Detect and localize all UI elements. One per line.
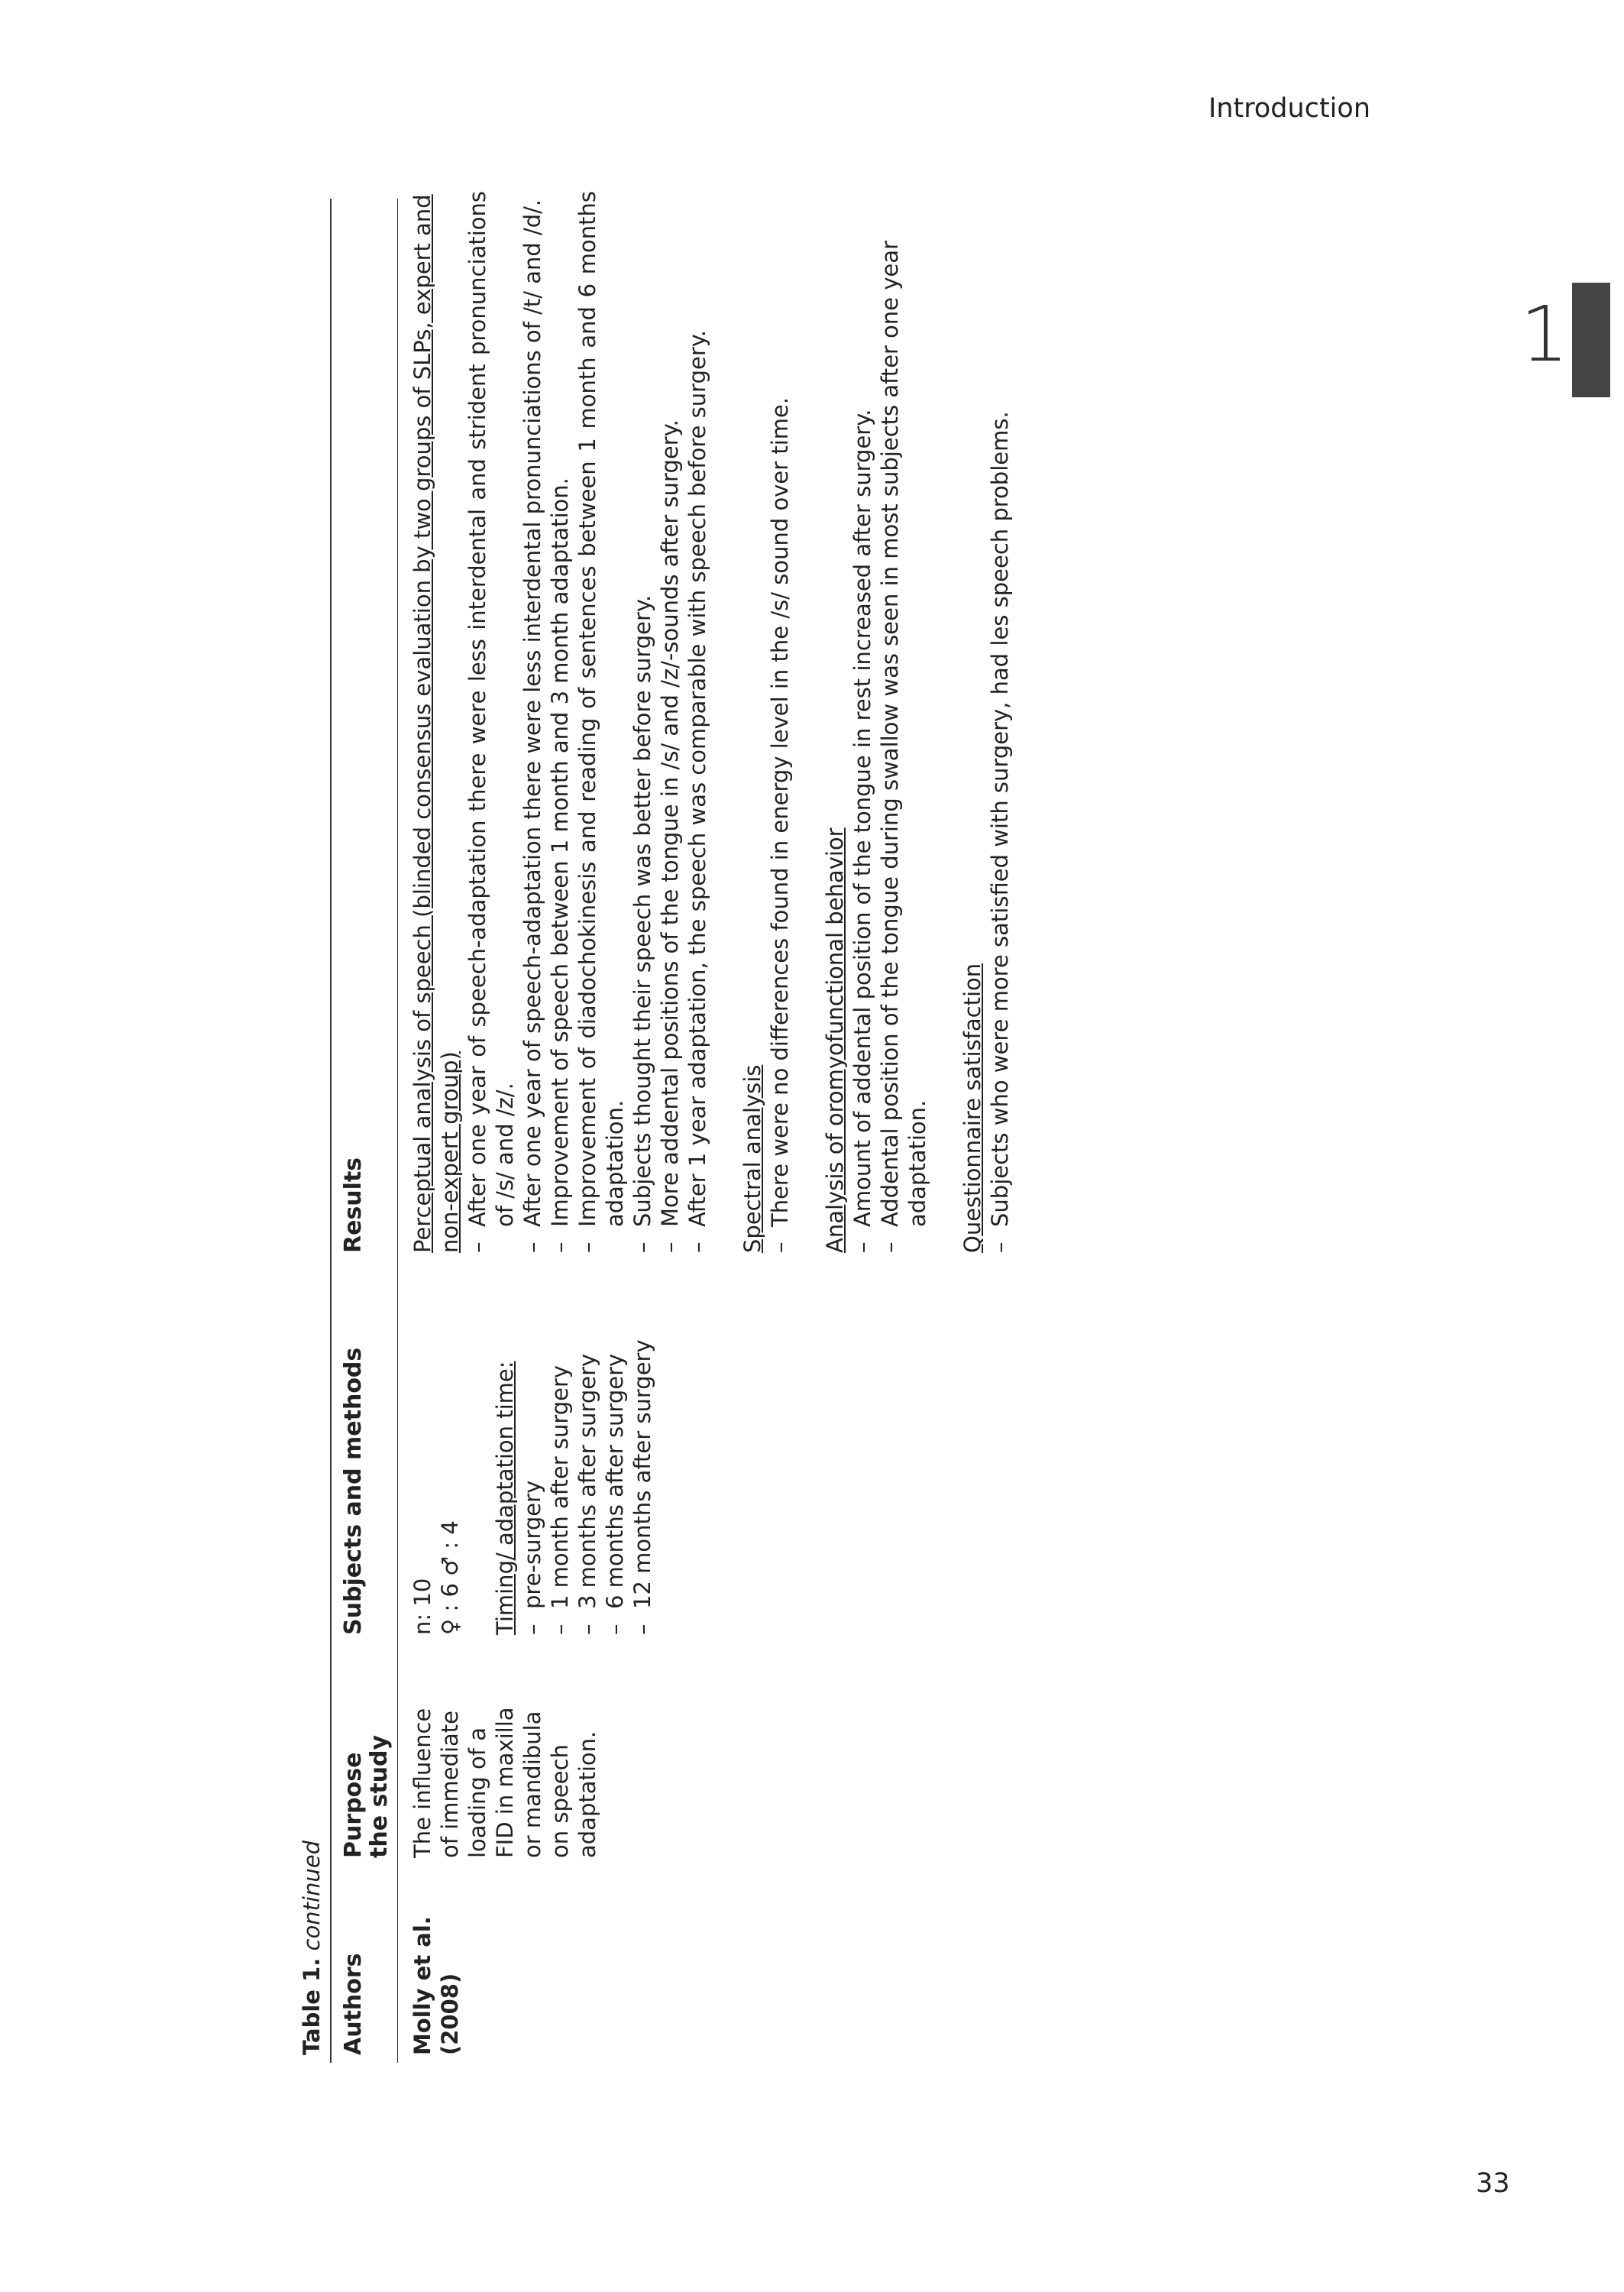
questionnaire-list bbox=[986, 191, 1014, 1253]
oromyo-list bbox=[849, 191, 931, 1253]
header-authors: Authors bbox=[340, 1953, 367, 2055]
list-item: – 3 months after surgery bbox=[574, 1291, 601, 1635]
header-subjects: Subjects and methods bbox=[340, 1347, 367, 1635]
perceptual-heading: Perceptual analysis of speech (blinded consensus evaluation by two groups of SLPs, expert and non-expert group) bbox=[409, 194, 463, 1253]
perceptual-section bbox=[409, 191, 711, 1253]
oromyo-heading: Analysis of oromyofunctional behavior bbox=[822, 827, 848, 1253]
rotated-table bbox=[298, 183, 1138, 2063]
questionnaire-section bbox=[959, 191, 1014, 1253]
subjects-n: n: 10 bbox=[409, 1578, 435, 1635]
cell-results bbox=[409, 191, 1014, 1253]
list-item: – Subjects who were more satisfied with surgery, had les speech problems. bbox=[986, 191, 1014, 1253]
subjects-sex: ♀ : 6 ♂ : 4 bbox=[437, 1520, 463, 1635]
caption-label: Table 1. bbox=[299, 1957, 325, 2055]
header-purpose: Purpose the study bbox=[340, 1734, 393, 1858]
list-item: – After 1 year adaptation, the speech was comparable with speech before surgery. bbox=[684, 191, 711, 1253]
list-item: – There were no differences found in energy level in the /s/ sound over time. bbox=[766, 191, 794, 1253]
spectral-section bbox=[739, 191, 794, 1253]
list-item: – Addental position of the tongue during swallow was seen in most subjects after one year adaptation. bbox=[876, 191, 931, 1253]
cell-authors: Molly et al. (2008) bbox=[409, 1916, 463, 2055]
list-item: – 12 months after surgery bbox=[629, 1291, 656, 1635]
list-item: – After one year of speech-adaptation there were less interdental pronunciations of /t/ and /d/. bbox=[519, 191, 546, 1253]
list-item: – 6 months after surgery bbox=[601, 1291, 629, 1635]
table-top-rule bbox=[330, 199, 332, 2063]
header-results: Results bbox=[340, 1157, 367, 1253]
timing-heading: Timing/ adaptation time: bbox=[492, 1361, 518, 1635]
perceptual-list bbox=[464, 191, 711, 1253]
questionnaire-heading: Questionnaire satisfaction bbox=[959, 963, 985, 1253]
list-item: – Subjects thought their speech was better before surgery. bbox=[629, 191, 656, 1253]
list-item: – 1 month after surgery bbox=[546, 1291, 574, 1635]
chapter-number: 1 bbox=[1520, 290, 1569, 379]
table-header-rule bbox=[397, 199, 398, 2063]
list-item: – Improvement of diadochokinesis and reading of sentences between 1 month and 6 months adaptation. bbox=[574, 191, 629, 1253]
list-item: – Improvement of speech between 1 month and 3 month adaptation. bbox=[546, 191, 574, 1253]
list-item: – pre-surgery bbox=[519, 1291, 546, 1635]
table-caption bbox=[298, 986, 330, 2055]
cell-purpose: The influence of immediate loading of a FID in maxilla or mandibula on speech adaptation. bbox=[409, 1707, 600, 1858]
running-header: Introduction bbox=[1208, 93, 1370, 124]
list-item: – After one year of speech-adaptation there were less interdental and strident pronunciations of /s/ and /z/. bbox=[464, 191, 519, 1253]
chapter-tab bbox=[1572, 283, 1610, 397]
page-number: 33 bbox=[1476, 2168, 1510, 2199]
list-item: – More addental positions of the tongue in /s/ and /z/-sounds after surgery. bbox=[656, 191, 684, 1253]
cell-subjects bbox=[409, 1291, 656, 1635]
spectral-heading: Spectral analysis bbox=[739, 1064, 765, 1253]
timing-list bbox=[519, 1291, 656, 1635]
spectral-list bbox=[766, 191, 794, 1253]
oromyo-section bbox=[821, 191, 931, 1253]
list-item: – Amount of addental position of the tongue in rest increased after surgery. bbox=[849, 191, 876, 1253]
caption-suffix: continued bbox=[299, 1840, 325, 1951]
